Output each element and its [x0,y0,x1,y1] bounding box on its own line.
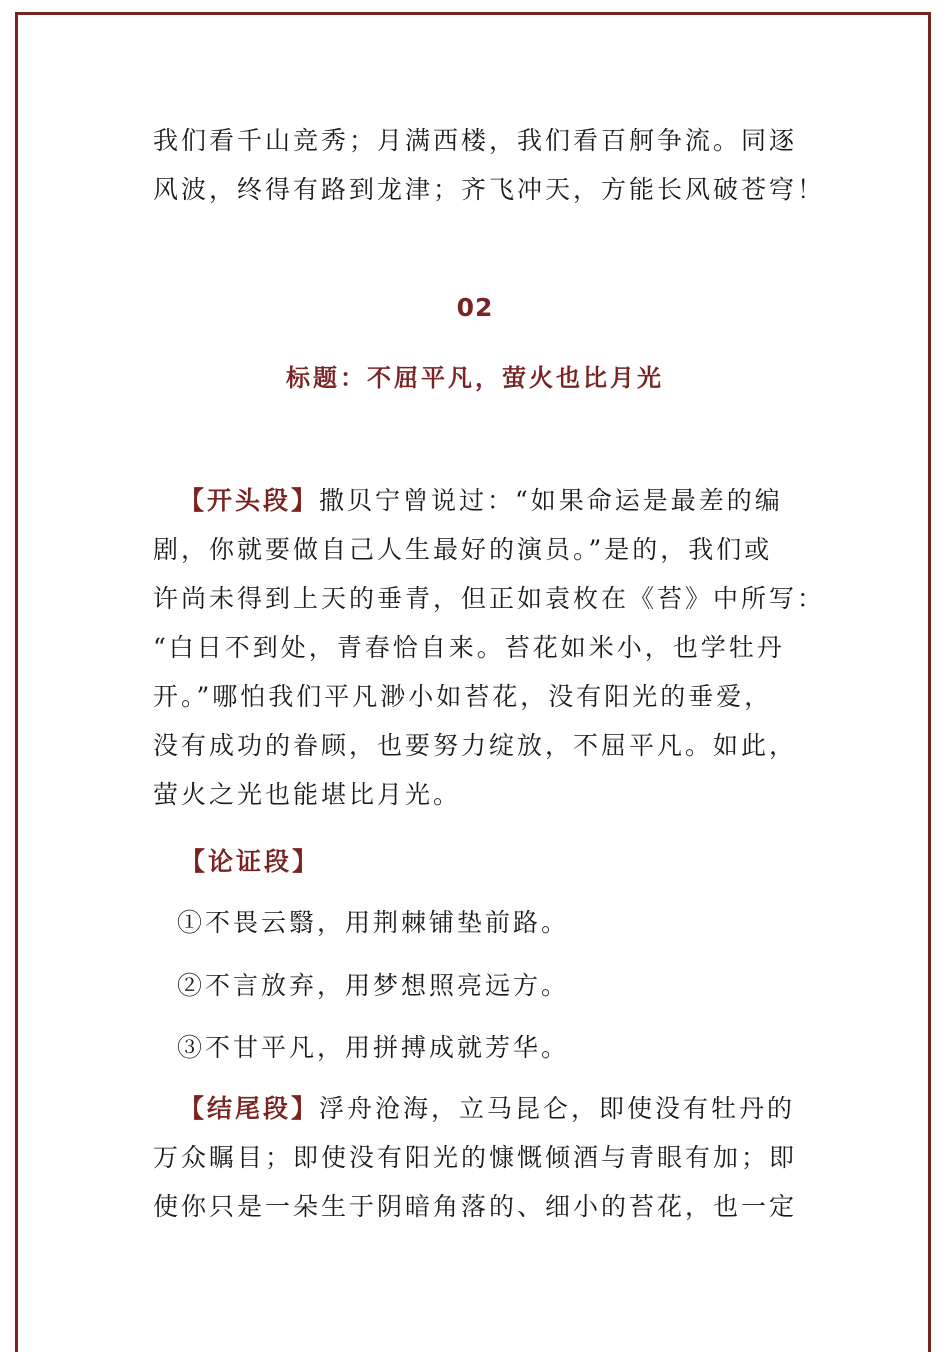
opening-paragraph [153,476,826,819]
opening-line: 剧，你就要做自己人生最好的演员。”是的，我们或 [153,535,773,564]
opening-line: 撒贝宁曾说过：“如果命运是最差的编 [319,486,783,515]
opening-line: 没有成功的眷顾，也要努力绽放，不屈平凡。如此， [153,731,798,760]
ending-paragraph [153,1084,803,1231]
intro-line: 风波，终得有路到龙津；齐飞冲天，方能长风破苍穹！ [153,175,826,204]
ending-line: 万众瞩目；即使没有阳光的慷慨倾酒与青眼有加；即 [153,1143,798,1172]
argument-point: ③不甘平凡，用拼搏成就芳华。 [177,1033,570,1062]
argument-point: ②不言放弃，用梦想照亮远方。 [177,971,570,1000]
intro-line: 我们看千山竞秀；月满西楼，我们看百舸争流。同逐 [153,126,798,155]
opening-line: 许尚未得到上天的垂青，但正如袁枚在《苔》中所写： [153,584,826,613]
ending-label: 【结尾段】 [179,1094,320,1123]
opening-label: 【开头段】 [179,486,320,515]
opening-line: 开。”哪怕我们平凡渺小如苔花，没有阳光的垂爱， [153,682,773,711]
argument-label: 【论证段】 [180,847,321,876]
intro-paragraph [153,116,826,214]
section-number: 02 [456,293,494,322]
ending-line: 浮舟沧海，立马昆仑，即使没有牡丹的 [319,1094,796,1123]
opening-line: 萤火之光也能堪比月光。 [153,780,462,809]
argument-point: ①不畏云翳，用荆棘铺垫前路。 [177,908,570,937]
section-title: 标题：不屈平凡，萤火也比月光 [286,364,664,392]
opening-line: “白日不到处，青春恰自来。苔花如米小，也学牡丹 [153,633,785,662]
ending-line: 使你只是一朵生于阴暗角落的、细小的苔花，也一定 [153,1192,798,1221]
